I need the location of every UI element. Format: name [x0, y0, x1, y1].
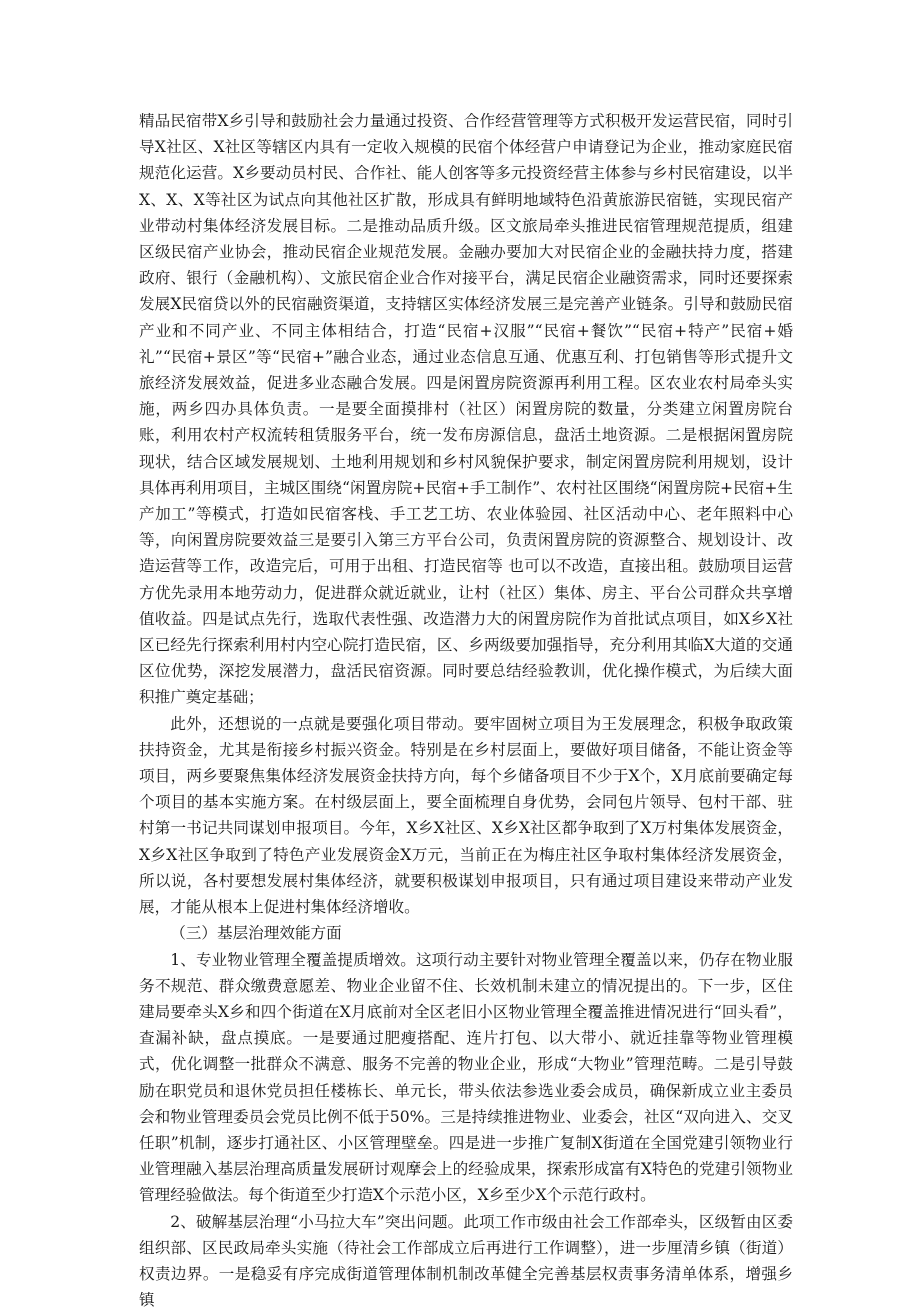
document-page	[139, 108, 793, 1313]
section-heading-grassroots-governance: （三）基层治理效能方面	[170, 924, 342, 943]
paragraph-governance-burden: 2、破解基层治理“小马拉大车”突出问题。此项工作市级由社会工作部牵头，区级暂由区委组织部、区民政局牵头实施（待社会工作部成立后再进行工作调整），进一步厘清乡镇（街道）权责边界。一是稳妥有序完成街道管理体制机制改革健全完善基层权责事务清单体系，增强乡镇	[139, 1212, 793, 1310]
paragraph-project-driven: 此外，还想说的一点就是要强化项目带动。要牢固树立项目为王发展理念，积极争取政策扶持资金，尤其是衔接乡村振兴资金。特别是在乡村层面上，要做好项目储备，不能让资金等项目，两乡要聚焦集体经济发展资金扶持方向，每个乡储备项目不少于X个，X月底前要确定每个项目的基本实施方案。在村级层面上，要全面梳理自身优势，会同包片领导、包村干部、驻村第一书记共同谋划申报项目。今年，X乡X社区、X乡X社区都争取到了X万村集体发展资金，X乡X社区争取到了特色产业发展资金X万元，当前正在为梅庄社区争取村集体经济发展资金，所以说，各村要想发展村集体经济，就要积极谋划申报项目，只有通过项目建设来带动产业发展，才能从根本上促进村集体经济增收。	[139, 714, 793, 917]
paragraph-rural-homestay: 精品民宿带X乡引导和鼓励社会力量通过投资、合作经营管理等方式积极开发运营民宿，同时引导X社区、X社区等辖区内具有一定收入规模的民宿个体经营户申请登记为企业，推动家庭民宿规范化运营。X乡要动员村民、合作社、能人创客等多元投资经营主体参与乡村民宿建设，以半X、X、X等社区为试点向其他社区扩散，形成具有鲜明地域特色沿黄旅游民宿链，实现民宿产业带动村集体经济发展目标。二是推动品质升级。区文旅局牵头推进民宿管理规范提质，组建区级民宿产业协会，推动民宿企业规范发展。金融办要加大对民宿企业的金融扶持力度，搭建政府、银行（金融机构）、文旅民宿企业合作对接平台，满足民宿企业融资需求，同时还要探索发展X民宿贷以外的民宿融资渠道，支持辖区实体经济发展三是完善产业链条。引导和鼓励民宿产业和不同产业、不同主体相结合，打造“民宿+汉服”“民宿+餐饮”“民宿+特产”民宿+婚礼”“民宿+景区”等“民宿+”融合业态，通过业态信息互通、优惠互利、打包销售等形式提升文旅经济发展效益，促进多业态融合发展。四是闲置房院资源再利用工程。区农业农村局牵头实施，两乡四办具体负责。一是要全面摸排村（社区）闲置房院的数量，分类建立闲置房院台账，利用农村产权流转租赁服务平台，统一发布房源信息，盘活土地资源。二是根据闲置房院现状，结合区域发展规划、土地利用规划和乡村风貌保护要求，制定闲置房院利用规划，设计具体再利用项目，主城区围绕“闲置房院+民宿+手工制作”、农村社区围绕“闲置房院+民宿+生产加工”等模式，打造如民宿客栈、手工艺工坊、农业体验园、社区活动中心、老年照料中心等，向闲置房院要效益三是要引入第三方平台公司，负责闲置房院的资源整合、规划设计、改造运营等工作，改造完后，可用于出租、打造民宿等 也可以不改造，直接出租。鼓励项目运营方优先录用本地劳动力，促进群众就近就业，让村（社区）集体、房主、平台公司群众共享增值收益。四是试点先行，选取代表性强、改造潜力大的闲置房院作为首批试点项目，如X乡X社区已经先行探索利用村内空心院打造民宿，区、乡两级要加强指导，充分利用其临X大道的交通区位优势，深挖发展潜力，盘活民宿资源。同时要总结经验教训，优化操作模式，为后续大面积推广奠定基础；	[139, 112, 793, 707]
paragraph-property-management: 1、专业物业管理全覆盖提质增效。这项行动主要针对物业管理全覆盖以来，仍存在物业服务不规范、群众缴费意愿差、物业企业留不住、长效机制未建立的情况提出的。下一步，区住建局要牵头X乡和四个街道在X月底前对全区老旧小区物业管理全覆盖推进情况进行“回头看”，查漏补缺，盘点摸底。一是要通过肥瘦搭配、连片打包、以大带小、就近挂靠等物业管理模式，优化调整一批群众不满意、服务不完善的物业企业，形成“大物业”管理范畴。二是引导鼓励在职党员和退休党员担任楼栋长、单元长，带头依法参选业委会成员，确保新成立业主委员会和物业管理委员会党员比例不低于50%。三是持续推进物业、业委会，社区“双向进入、交叉任职”机制，逐步打通社区、小区管理壁垒。四是进一步推广复制X街道在全国党建引领物业行业管理融入基层治理高质量发展研讨观摩会上的经验成果，探索形成富有X特色的党建引领物业管理经验做法。每个街道至少打造X个示范小区，X乡至少X个示范行政村。	[139, 950, 793, 1205]
